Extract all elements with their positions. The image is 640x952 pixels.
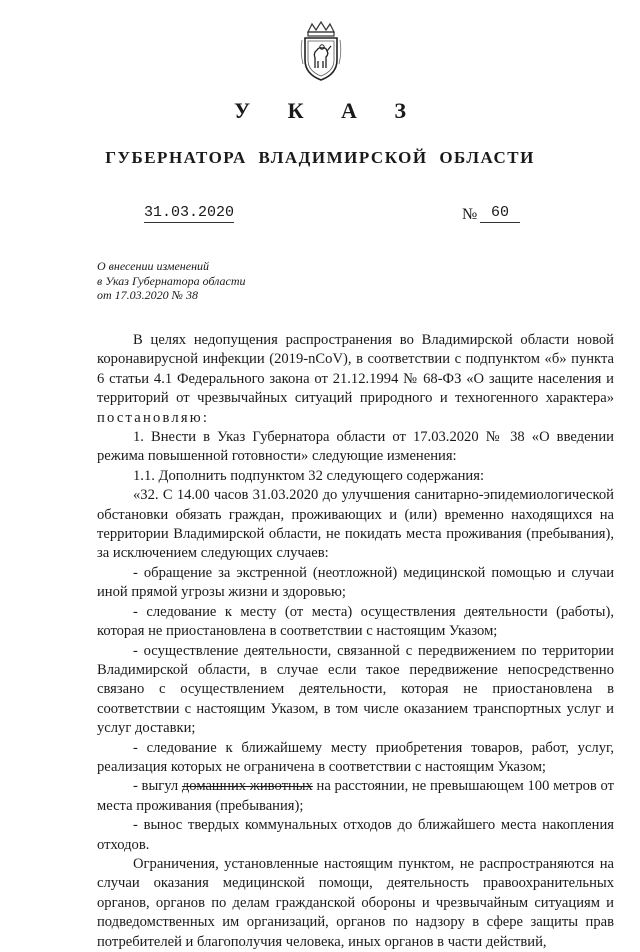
body-paragraph: «32. С 14.00 часов 31.03.2020 до улучшения санитарно-эпидемиологической обстановки обязать граждан, проживающих и (или) временно находящихся на территории Владимирской области, не покидать места проживания (пребывания), за исключением следующих случаев:: [97, 487, 614, 562]
subject-line: от 17.03.2020 № 38: [97, 288, 198, 302]
list-item: - осуществление деятельности, связанной с передвижением по территории Владимирской области, в случае если такое передвижение непосредственно связано с осуществлением деятельности, которая не приостановлена в соответствии с настоящим Указом, в том числе оказанием транспортных услуг и услуг доставки;: [97, 642, 614, 737]
body-paragraph: 1. Внести в Указ Губернатора области от 17.03.2020 № 38 «О введении режима повышенной готовности» следующие изменения:: [97, 429, 614, 465]
pets-struck-text: домашних животных: [181, 778, 313, 795]
decree-title: У К А З: [233, 98, 423, 123]
decree-number: 60: [480, 204, 520, 223]
decree-date: 31.03.2020: [144, 204, 235, 221]
list-item: [97, 777, 614, 816]
number-sign: №: [462, 206, 478, 223]
preamble-paragraph: [97, 331, 614, 428]
list-item: - обращение за экстренной (неотложной) медицинской помощью и случаи иной прямой угрозы жизни и здоровью;: [97, 564, 614, 601]
preamble-text: В целях недопущения распространения во Владимирской области новой коронавирусной инфекции (2019-nCoV), в соответствии с подпунктом «б» пункта 6 статьи 4.1 Федерального закона от 21.12.1994 № 68-ФЗ «О защите населения и территорий от чрезвычайных ситуаций природного и техногенного характера»: [97, 332, 614, 407]
body-paragraph: 1.1. Дополнить подпунктом 32 следующего содержания:: [133, 467, 484, 484]
coat-of-arms-emblem: [298, 20, 344, 82]
list-item: - вынос твердых коммунальных отходов до ближайшего места накопления отходов.: [97, 817, 614, 853]
list-item: - следование к месту (от места) осуществления деятельности (работы), которая не приостановлена в соответствии с настоящим Указом;: [97, 603, 614, 640]
preamble-keyword: постановляю:: [97, 409, 210, 426]
subject-line: О внесении изменений: [97, 259, 210, 273]
decree-issuer: ГУБЕРНАТОРА ВЛАДИМИРСКОЙ ОБЛАСТИ: [105, 148, 535, 167]
decree-subject: [97, 259, 246, 303]
decree-body: [97, 331, 614, 952]
body-paragraph: Ограничения, установленные настоящим пунктом, не распространяются на случаи оказания медицинской помощи, деятельность правоохранительных органов, органов по делам гражданской обороны и чрезвычайным ситуациям и подведомственных им организаций, органов по надзору в сфере защиты прав потребителей и благополучия человека, иных органов в части действий,: [97, 855, 614, 950]
list-item: - следование к ближайшему месту приобретения товаров, работ, услуг, реализация которых не ограничена в соответствии с настоящим Указом;: [97, 739, 614, 775]
pets-prefix: - выгул: [133, 778, 182, 795]
subject-line: в Указ Губернатора области: [97, 273, 246, 288]
pets-suffix: на расстоянии, не превышающем 100 метров от места проживания (пребывания);: [97, 778, 614, 814]
